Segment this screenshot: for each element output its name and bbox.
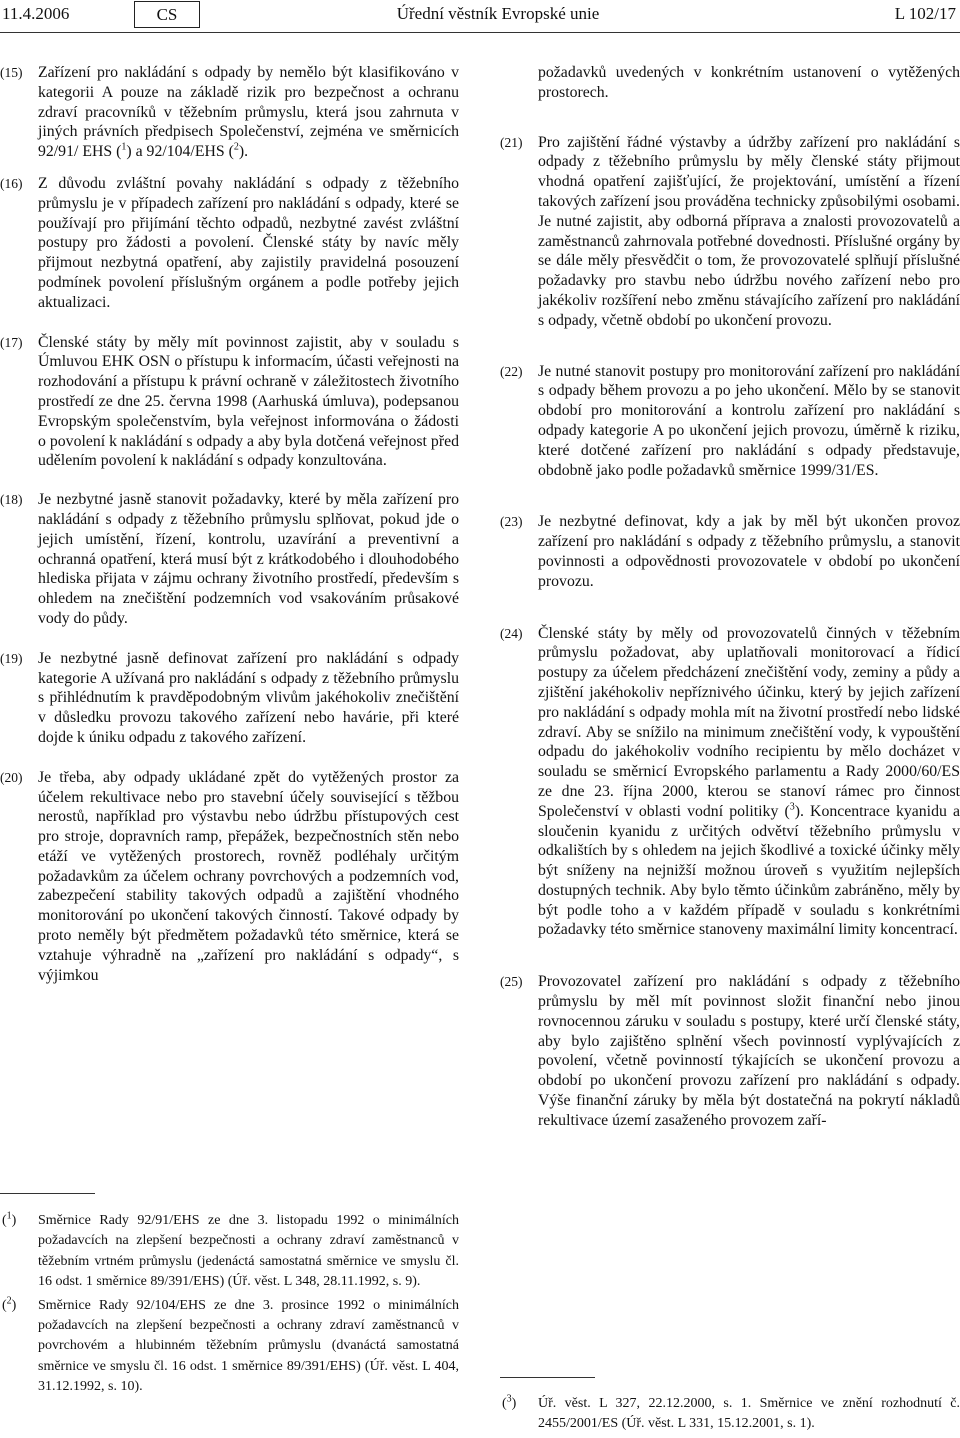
- recital-24: [500, 624, 960, 941]
- footnotes-left: [0, 1211, 459, 1398]
- recital-number: (20): [0, 769, 23, 785]
- recital-text: Zařízení pro nakládání s odpady by nemělo být klasifikováno v kategorii A pouze na základě rizik pro bezpečnost a ochranu zdraví pracovníků v těžebním průmyslu, která jsou zahrnuta v jiných právních předpisech Společenství, zejména ve směrnicích 92/91/ EHS (: [38, 64, 459, 161]
- footnote-ref-3[interactable]: 3: [789, 801, 795, 813]
- footnote-number: ($^1$): [2, 1210, 17, 1228]
- footnote-number: ($^2$): [2, 1294, 17, 1313]
- footnote-number: ($^3$): [502, 1393, 517, 1411]
- recital-number: (19): [0, 650, 23, 666]
- recital-23: [500, 512, 960, 591]
- recital-20: [0, 768, 459, 986]
- recital-16: [0, 174, 459, 313]
- recital-19: [0, 649, 459, 748]
- recital-text: Členské státy by měly od provozovatelů činných v těžebním průmyslu požadovat, aby uplatňovali monitorovací a řídicí postupy za účelem předcházení znečištění vody, zeminy a půdy a zjištění jakéhokoliv nepříznivého účinku, který by jejich zařízení pro nakládání s odpady mohla mít na životní prostředí nebo lidské zdraví. Aby se snížilo na minimum znečištění vody, k vypouštění odpadu do jakéhokoliv vodního recipientu by mělo docházet v souladu se směrnicí Evropského parlamentu a Rady 2000/60/ES ze dne 23. října 2000, kterou se stanoví rámec pro činnost Společenství v oblasti vodní politiky (: [538, 624, 960, 820]
- recital-text: Je nezbytné definovat, kdy a jak by měl být ukončen provoz zařízení pro nakládání s odpady z těžebního průmyslu, a stanovit povinnosti a odpovědnosti provozovatele v období po ukončení provozu.: [538, 513, 960, 590]
- recital-number: (18): [0, 492, 23, 508]
- recital-17: [0, 333, 459, 472]
- recital-number: (24): [500, 625, 523, 641]
- language-badge: CS: [134, 1, 200, 28]
- right-column: [500, 63, 960, 1131]
- recital-text: požadavků uvedených v konkrétním ustanovení o vytěžených prostorech.: [538, 64, 960, 101]
- footnote-1: [0, 1211, 459, 1293]
- footnote-2: [0, 1296, 459, 1398]
- journal-title: Úřední věstník Evropské unie: [396, 4, 600, 23]
- recital-text-end: ). Koncentrace kyanidu a sloučenin kyanidu z určitých odvětví těžebního průmyslu v odkalištích by s ohledem na jejich škodlivé a toxické účinky měly být sníženy na nejnižší možnou úroveň s využitím nejlepších dostupných technik. Aby bylo těmto účinkům zabráněno, měly by být podle toho a v každém případě v souladu s konkrétními požadavky této směrnice stanoveny maximální limity koncentrací.: [538, 802, 960, 939]
- footnote-ref-1[interactable]: 1: [121, 141, 127, 153]
- recital-text: Je nutné stanovit postupy pro monitorování zařízení pro nakládání s odpady během provozu a po jeho ukončení. Mělo by se stanovit období pro monitorování a kontrolu zařízení pro nakládání s odpady kategorie A po ukončení jejich provozu, úměrně k riziku, které dotčené zařízení pro nakládání s odpady představuje, obdobně jako podle požadavků směrnice 1999/31/ES.: [538, 362, 960, 479]
- recital-number: (17): [0, 334, 23, 350]
- recital-number: (23): [500, 514, 523, 530]
- recital-text: Provozovatel zařízení pro nakládání s odpady z těžebního průmyslu by měl mít povinnost složit finanční nebo jinou rovnocennou záruku v souladu s postupy, které určí členské státy, aby bylo zajištěno splnění všech povinností vyplývajících z povolení, včetně povinností týkajících se ukončení provozu a období po ukončení provozu zařízení pro nakládání s odpady. Výše finanční záruky by měla být dostatečná na pokrytí nákladů rekultivace území zasaženého provozem zaří-: [538, 973, 960, 1129]
- recital-text-end: ).: [238, 143, 249, 161]
- recital-18: [0, 490, 459, 629]
- footnote-divider-right: [500, 1377, 595, 1378]
- recital-21: [500, 133, 960, 331]
- recital-20-continuation: [500, 63, 960, 103]
- recital-15: [0, 63, 459, 162]
- footnote-text: Směrnice Rady 92/91/EHS ze dne 3. listopadu 1992 o minimálních požadavcích na zlepšení bezpečnosti a ochrany zdraví zaměstnanců v těžebním vrtném průmyslu (jedenáctá samostatná směrnice ve smyslu čl. 16 odst. 1 směrnice 89/391/EHS) (Úř. věst. L 348, 28.11.1992, s. 9).: [38, 1213, 459, 1290]
- footnote-ref-2[interactable]: 2: [233, 141, 239, 153]
- recital-number: (16): [0, 175, 23, 191]
- recital-text: Je třeba, aby odpady ukládané zpět do vytěžených prostor za účelem rekultivace nebo pro stavební účely související s těžbou nerostů, například pro výstavbu nebo údržbu přístupových cest pro stroje, dopravních ramp, přepážek, bezpečnostních stěn nebo etáží ve vytěžených prostorech, rovněž podléhaly určitým požadavkům za účelem ochrany povrchových a podzemních vod, zabezpečení stability takových odpadů a zajištění vhodného monitorování po ukončení takových činností. Takové odpady by proto neměly být předmětem požadavků této směrnice, která se vztahuje výhradně na „zařízení pro nakládání s odpady“, s výjimkou: [38, 768, 459, 984]
- recital-25: [500, 972, 960, 1130]
- recital-text: Je nezbytné jasně definovat zařízení pro nakládání s odpady kategorie A užívaná pro nakládání s odpady z těžebního průmyslu s přihlédnutím k pravděpodobným vlivům jakéhokoliv znečištění v důsledku provozu takového zařízení nebo havárie, při které dojde k úniku odpadu z takového zařízení.: [38, 649, 459, 746]
- recital-number: (22): [500, 363, 523, 379]
- footnote-text: Směrnice Rady 92/104/EHS ze dne 3. prosince 1992 o minimálních požadavcích na zlepšení bezpečnosti a ochrany zdraví zaměstnanců v povrchovém a hlubinném těžebním průmyslu (dvanáctá samostatná směrnice ve smyslu čl. 16 odst. 1 směrnice 89/391/EHS) (Úř. věst. L 404, 31.12.1992, s. 10).: [38, 1297, 459, 1395]
- page-reference: L 102/17: [894, 4, 956, 23]
- footnote-divider-left: [0, 1193, 95, 1194]
- recital-22: [500, 362, 960, 481]
- recital-text: Je nezbytné jasně stanovit požadavky, které by měla zařízení pro nakládání s odpady z těžebního průmyslu splňovat, pokud jde o jejich umístění, řízení, kontrolu, uzavírání a preventivní a ochranná opatření, která musí být z krátkodobého i dlouhodobého hlediska přijata v zájmu ochrany životního prostředí, především s ohledem na znečištění podzemních vod vsakováním průsakové vody do půdy.: [38, 491, 459, 627]
- footnote-text: Úř. věst. L 327, 22.12.2000, s. 1. Směrnice ve znění rozhodnutí č. 2455/2001/ES (Úř. věst. L 331, 15.12.2001, s. 1).: [538, 1396, 960, 1432]
- recital-number: (21): [500, 134, 523, 150]
- recital-text: Z důvodu zvláštní povahy nakládání s odpady z těžebního průmyslu je v případech zařízení pro nakládání s odpady, které se používají pro přijímání těchto odpadů, nezbytné zavést zvláštní postupy pro žádosti a povolení. Členské státy by navíc měly přijmout nezbytná opatření, aby zajistily pravidelná posouzení podmínek povolení příslušným orgánem a podle potřeby jejich aktualizaci.: [38, 174, 459, 311]
- recital-text: Pro zajištění řádné výstavby a údržby zařízení pro nakládání s odpady z těžebního průmyslu by měly členské státy přijmout vhodná opatření zajišťující, že projektování, umístění a řízení takových zařízení jsou prováděna technicky způsobilými osobami. Je nutné zajistit, aby odborná příprava a znalosti provozovatelů a zaměstnanců zahrnovala potřebné dovednosti. Příslušné orgány by se dále měly přesvědčit o tom, že provozovatelé splňují příslušné požadavky pro stavbu nebo údržbu nového zařízení nebo pro jakékoliv rozšíření nebo změnu stávajícího zařízení pro nakládání s odpady, včetně období po ukončení provozu.: [538, 133, 960, 329]
- recital-text: Členské státy by měly mít povinnost zajistit, aby v souladu s Úmluvou EHK OSN o přístupu k informacím, účasti veřejnosti na rozhodování a přístupu k právní ochraně v záležitostech životního prostředí ze dne 25. června 1998 (Aarhuská úmluva), podepsanou Evropským společenstvím, byla veřejnost informována o žádosti o povolení k nakládání s odpady a aby byla dotčená veřejnost před udělením povolení k nakládání s odpady konzultována.: [38, 333, 459, 470]
- left-column: [0, 63, 459, 985]
- footnote-3: [500, 1394, 960, 1435]
- page-header: [0, 0, 960, 40]
- recital-number: (25): [500, 974, 523, 990]
- footnotes-right: [500, 1394, 960, 1435]
- header-divider: [0, 32, 960, 33]
- recital-text-mid: ) a 92/104/EHS (: [126, 143, 234, 161]
- recital-number: (15): [0, 65, 23, 80]
- publication-date: 11.4.2006: [2, 4, 70, 23]
